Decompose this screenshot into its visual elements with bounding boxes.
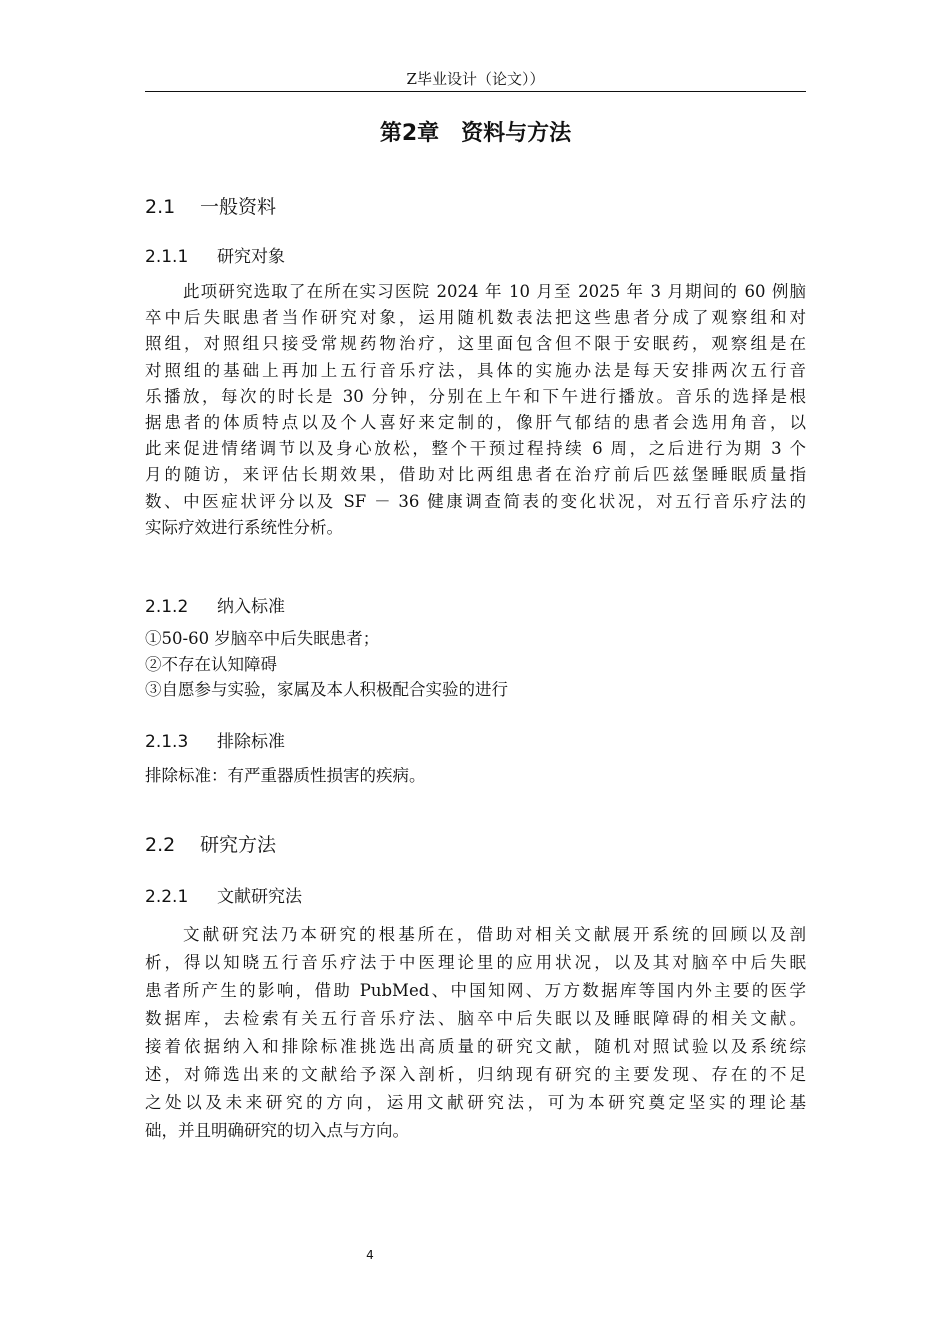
page-header: Z毕业设计（论文）） (406, 70, 545, 88)
text-line: 述，对筛选出来的文献给予深入剖析，归纳现有研究的主要发现、存在的不足 (145, 1065, 806, 1084)
text-line: 此来促进情绪调节以及身心放松，整个干预过程持续 6 周，之后进行为期 3 个 (145, 439, 806, 459)
section-number: 2.2.1 (145, 887, 189, 907)
text-line: 据患者的体质特点以及个人喜好来定制的，像肝气郁结的患者会选用角音，以 (145, 412, 806, 432)
list-item: ①50-60 岁脑卒中后失眠患者； (145, 629, 380, 648)
text-line: 接着依据纳入和排除标准挑选出高质量的研究文献，随机对照试验以及系统综 (145, 1037, 806, 1056)
chapter-title: 第2章 资料与方法 (379, 121, 572, 146)
text-line: 文献研究法乃本研究的根基所在，借助对相关文献展开系统的回顾以及剖 (183, 925, 806, 944)
exclusion-criteria-text: 排除标准：有严重器质性损害的疾病。 (145, 766, 426, 785)
section-number: 2.1.2 (145, 597, 189, 617)
header-rule (145, 91, 806, 92)
paragraph-research-subjects (145, 279, 806, 541)
inclusion-criteria-list (145, 626, 806, 703)
section-title: 排除标准 (217, 732, 285, 752)
section-heading-2-1-1 (145, 242, 285, 267)
section-heading-2-2-1 (145, 882, 302, 907)
text-line: 析，得以知晓五行音乐疗法于中医理论里的应用状况，以及其对脑卒中后失眠 (145, 953, 806, 972)
section-heading-2-2 (145, 830, 276, 857)
section-number: 2.1.3 (145, 732, 189, 752)
list-item: ②不存在认知障碍 (145, 654, 277, 674)
text-line: 此项研究选取了在所在实习医院 2024 年 10 月至 2025 年 3 月期间的 60 例脑 (183, 282, 806, 301)
section-title: 一般资料 (200, 196, 277, 218)
paragraph-literature-research (145, 921, 806, 1145)
section-number: 2.1 (145, 196, 176, 218)
section-title: 研究对象 (217, 247, 285, 267)
section-number: 2.2 (145, 834, 176, 856)
text-line: 照组，对照组只接受常规药物治疗，这里面包含但不限于安眠药，观察组是在 (145, 334, 806, 354)
text-line: 对照组的基础上再加上五行音乐疗法，具体的实施办法是每天安排两次五行音 (145, 360, 806, 380)
section-title: 文献研究法 (217, 887, 302, 907)
section-title: 纳入标准 (217, 597, 285, 617)
section-number: 2.1.1 (145, 247, 189, 267)
text-line: 患者所产生的影响，借助 PubMed、中国知网、万方数据库等国内外主要的医学 (145, 981, 806, 1000)
section-heading-2-1-3 (145, 727, 285, 752)
text-line: 数据库，去检索有关五行音乐疗法、脑卒中后失眠以及睡眠障碍的相关文献。 (145, 1009, 806, 1028)
page-number: 4 (366, 1248, 374, 1262)
text-line: 础，并且明确研究的切入点与方向。 (145, 1121, 409, 1140)
text-line: 卒中后失眠患者当作研究对象，运用随机数表法把这些患者分成了观察组和对 (145, 308, 806, 328)
text-line: 实际疗效进行系统性分析。 (145, 517, 343, 537)
text-line: 月的随访，来评估长期效果，借助对比两组患者在治疗前后匹兹堡睡眠质量指 (145, 465, 806, 485)
text-line: 乐播放，每次的时长是 30 分钟，分别在上午和下午进行播放。音乐的选择是根 (145, 386, 806, 406)
section-heading-2-1 (145, 192, 276, 219)
list-item: ③自愿参与实验，家属及本人积极配合实验的进行 (145, 680, 508, 699)
section-title: 研究方法 (200, 834, 277, 856)
text-line: 之处以及未来研究的方向，运用文献研究法，可为本研究奠定坚实的理论基 (145, 1093, 806, 1112)
section-heading-2-1-2 (145, 592, 285, 617)
text-line: 数、中医症状评分以及 SF － 36 健康调查简表的变化状况，对五行音乐疗法的 (145, 491, 806, 511)
